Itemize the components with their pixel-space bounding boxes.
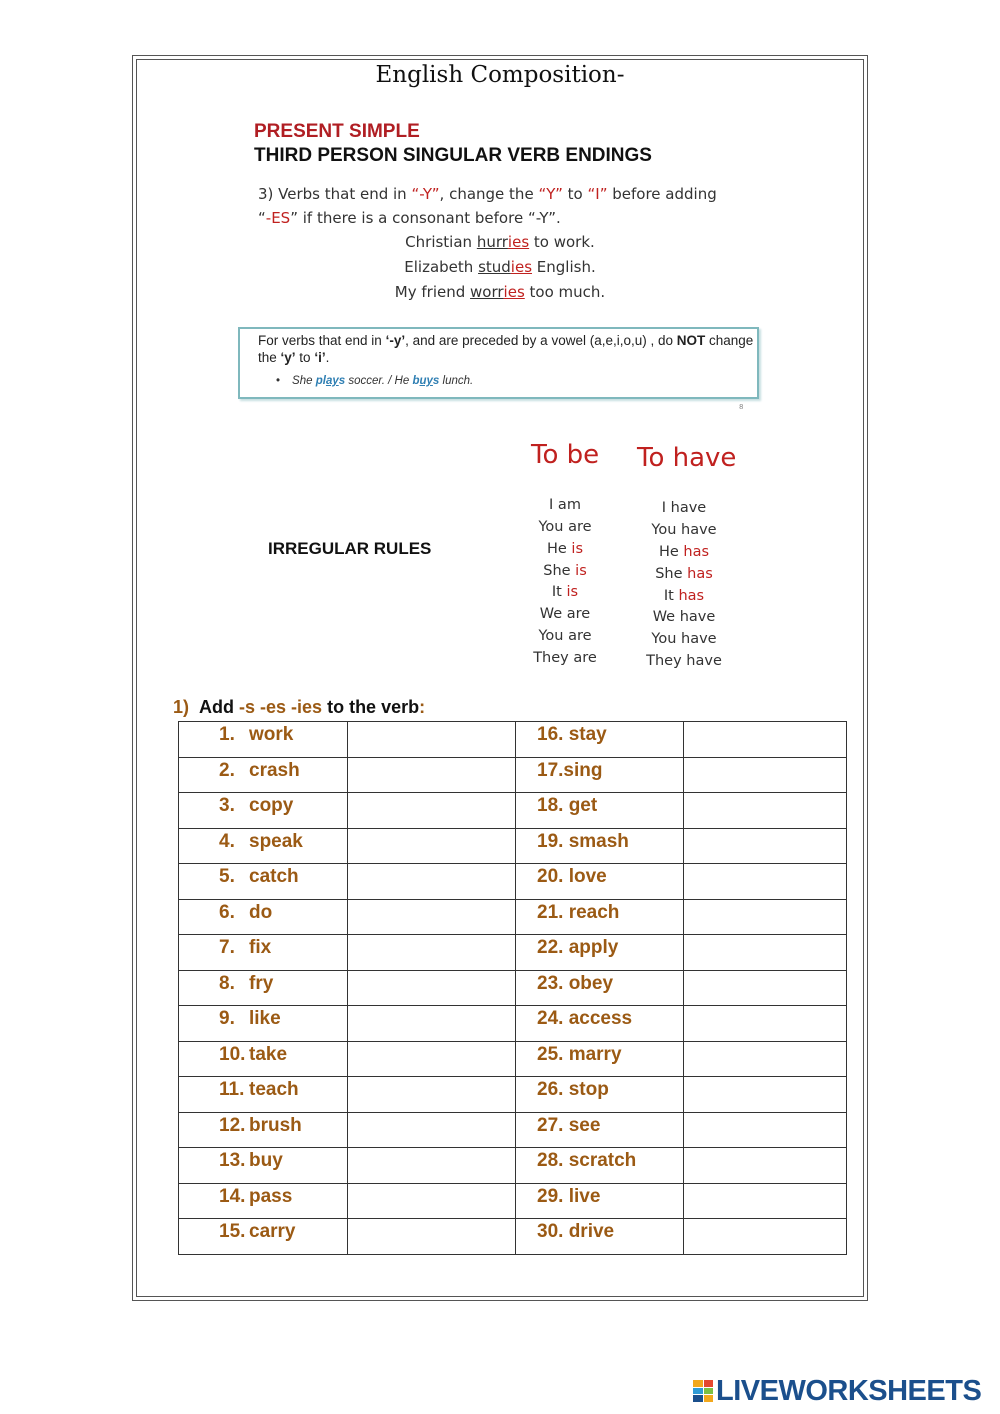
verb-cell [516,722,684,758]
answer-cell[interactable] [684,1148,847,1184]
table-row [179,970,847,1006]
verb-cell [516,1077,684,1113]
answer-cell[interactable] [684,1006,847,1042]
logo-text: LIVEWORKSHEETS [716,1374,982,1407]
answer-cell[interactable] [348,864,516,900]
to-be-row: They are [533,650,597,666]
to-have-row: It has [663,588,705,604]
rule-line-2: “-ES” if there is a consonant before “-Y”. [258,209,561,227]
verb-text: 18. get [537,795,598,816]
verb-text: 27. see [537,1114,601,1136]
answer-cell[interactable] [348,1112,516,1148]
verb-text: catch [249,866,299,887]
item-number: 9. [219,1008,235,1029]
verb-cell [179,1112,348,1148]
item-number: 2. [219,759,235,781]
exercise-instruction: 1) Add -s -es -ies to the verb: [173,697,426,717]
table-row [179,1183,847,1219]
verb-cell [516,970,684,1006]
verb-cell [179,757,348,793]
to-be-heading: To be [531,440,600,470]
example-sentence: My friend worries too much. [394,283,606,301]
answer-cell[interactable] [348,970,516,1006]
logo-mark-icon [693,1380,713,1402]
answer-cell[interactable] [684,757,847,793]
verb-cell [179,722,348,758]
note-text: For verbs that end in ‘-y’, and are preceded by a vowel (a,e,i,o,u) , do NOT change the ‘y’ to ‘i’. [258,333,754,365]
verb-text: 20. love [537,866,607,887]
verb-text: speak [249,830,303,852]
rule-line-1: 3) Verbs that end in “-Y”, change the “Y” to “I” before adding [258,185,717,203]
verb-cell [179,828,348,864]
answer-cell[interactable] [684,828,847,864]
item-number: 11. [219,1079,245,1100]
verb-exercise-table [178,721,847,1255]
verb-cell [179,1041,348,1077]
verb-cell [516,1006,684,1042]
answer-cell[interactable] [684,1219,847,1255]
verb-text: 17.sing [537,759,603,781]
answer-cell[interactable] [348,1148,516,1184]
table-row [179,864,847,900]
item-number: 12. [219,1114,246,1136]
item-number: 15. [219,1221,246,1242]
answer-cell[interactable] [684,1041,847,1077]
item-number: 10. [219,1043,246,1065]
to-have-heading: To have [637,443,737,473]
verb-text: 23. obey [537,972,614,994]
item-number: 13. [219,1150,246,1171]
verb-text: take [249,1043,288,1065]
verb-text: like [249,1008,281,1029]
verb-text: fry [249,972,274,994]
verb-text: 16. stay [537,724,607,745]
table-row [179,1006,847,1042]
verb-cell [179,864,348,900]
item-number: 1. [219,724,235,745]
verb-cell [179,935,348,971]
verb-text: 22. apply [537,937,619,958]
answer-cell[interactable] [348,828,516,864]
verb-cell [516,828,684,864]
table-row [179,1112,847,1148]
answer-cell[interactable] [348,1219,516,1255]
answer-cell[interactable] [684,1112,847,1148]
answer-cell[interactable] [348,935,516,971]
irregular-rules-label: IRREGULAR RULES [268,539,432,558]
table-row [179,899,847,935]
verb-text: 25. marry [537,1043,622,1065]
verb-cell [179,970,348,1006]
verb-text: 29. live [537,1185,601,1207]
answer-cell[interactable] [684,935,847,971]
verb-cell [179,1006,348,1042]
table-row [179,793,847,829]
to-have-row: You have [651,631,717,647]
verb-text: teach [249,1079,299,1100]
answer-cell[interactable] [348,757,516,793]
to-be-row: It is [551,584,579,600]
verb-text: do [249,901,273,923]
to-be-row: I am [549,497,581,513]
to-have-row: She has [655,566,713,582]
verb-text: brush [249,1114,302,1136]
to-be-row: She is [543,563,587,579]
verb-text: 21. reach [537,901,620,923]
answer-cell[interactable] [684,864,847,900]
verb-text: pass [249,1185,293,1207]
verb-cell [179,899,348,935]
liveworksheets-logo [693,1376,981,1406]
to-have-row: I have [661,500,707,516]
table-row [179,757,847,793]
answer-cell[interactable] [348,722,516,758]
to-be-row: We are [539,606,591,622]
lesson-subtitle: THIRD PERSON SINGULAR VERB ENDINGS [254,145,652,166]
verb-text: 19. smash [537,830,629,852]
answer-cell[interactable] [684,1077,847,1113]
item-number: 4. [219,830,235,852]
source-page-number: 8 [739,403,744,411]
answer-cell[interactable] [684,1183,847,1219]
verb-cell [516,757,684,793]
answer-cell[interactable] [348,1077,516,1113]
item-number: 8. [219,972,235,994]
verb-cell [516,1183,684,1219]
verb-cell [516,793,684,829]
to-have-row: You have [651,522,717,538]
item-number: 5. [219,866,235,887]
verb-cell [179,1183,348,1219]
table-row [179,828,847,864]
answer-cell[interactable] [684,899,847,935]
verb-cell [179,1148,348,1184]
note-example: • She plays soccer. / He buys lunch. [276,375,474,387]
verb-text: 28. scratch [537,1150,637,1171]
example-sentence: Elizabeth studies English. [404,258,596,276]
verb-text: 26. stop [537,1079,609,1100]
table-row [179,722,847,758]
document-title: English Composition- [375,62,625,88]
item-number: 3. [219,795,235,816]
answer-cell[interactable] [684,722,847,758]
to-have-row: He has [658,544,710,560]
answer-cell[interactable] [348,1183,516,1219]
bullet-icon: • [276,375,281,387]
verb-cell [516,864,684,900]
answer-cell[interactable] [684,970,847,1006]
verb-cell [516,899,684,935]
item-number: 7. [219,937,235,958]
answer-cell[interactable] [348,899,516,935]
table-row [179,1041,847,1077]
verb-text: copy [249,795,294,816]
verb-text: 30. drive [537,1221,615,1242]
verb-cell [179,1219,348,1255]
to-be-row: You are [538,519,592,535]
verb-text: work [249,724,294,745]
verb-cell [179,1077,348,1113]
answer-cell[interactable] [348,1041,516,1077]
item-number: 6. [219,901,235,923]
answer-cell[interactable] [684,793,847,829]
to-have-row: We have [652,609,716,625]
verb-cell [179,793,348,829]
verb-cell [516,935,684,971]
verb-text: crash [249,759,300,781]
lesson-title: PRESENT SIMPLE [254,121,420,142]
table-row [179,1219,847,1255]
table-row [179,1148,847,1184]
verb-cell [516,1219,684,1255]
verb-text: buy [249,1150,283,1171]
answer-cell[interactable] [348,1006,516,1042]
verb-cell [516,1112,684,1148]
table-row [179,935,847,971]
verb-cell [516,1041,684,1077]
to-be-row: He is [546,541,584,557]
answer-cell[interactable] [348,793,516,829]
example-sentence: Christian hurries to work. [405,233,595,251]
table-row [179,1077,847,1113]
to-be-row: You are [538,628,592,644]
to-have-row: They have [646,653,722,669]
vowel-rule-note [238,327,759,399]
item-number: 14. [219,1185,246,1207]
verb-text: carry [249,1221,296,1242]
verb-text: 24. access [537,1008,633,1029]
verb-text: fix [249,937,272,958]
verb-cell [516,1148,684,1184]
